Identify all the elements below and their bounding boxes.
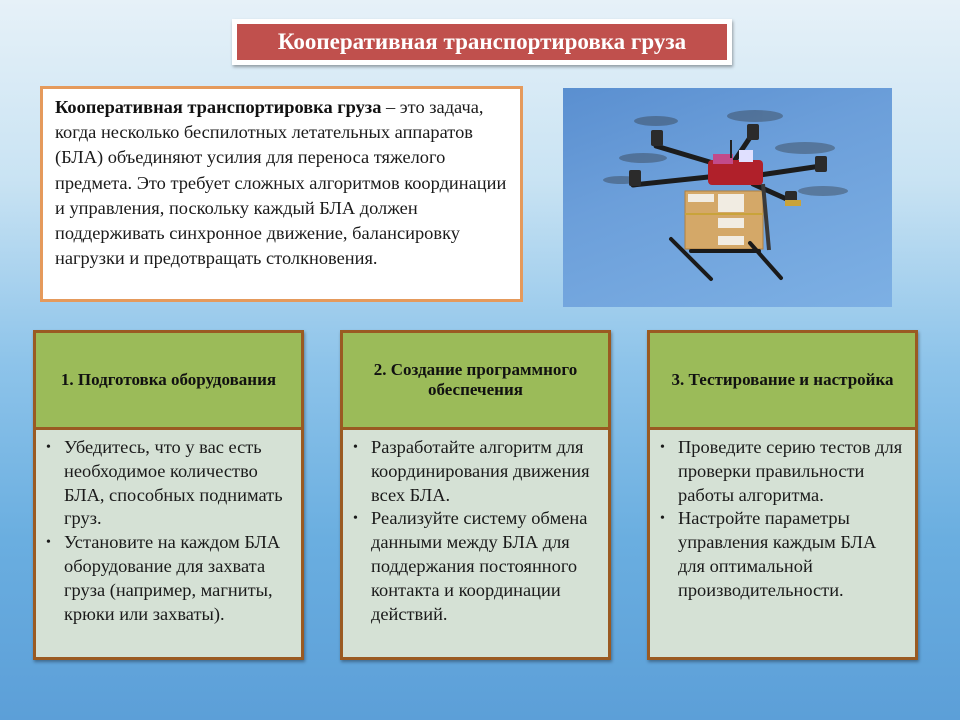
step-card-1 [33, 330, 304, 660]
step-card-2-body [340, 430, 611, 660]
step-card-3-list [658, 436, 907, 603]
drone-icon [563, 88, 892, 307]
list-item: • Установите на каждом БЛА оборудование для захвата груза (например, магниты, крюки или захваты). [46, 532, 281, 624]
bullet-icon: • [46, 535, 51, 551]
bullet-icon: • [353, 440, 358, 455]
step-card-1-title: 1. Подготовка оборудования [33, 330, 304, 430]
list-item: • Убедитесь, что у вас есть необходимое количество БЛА, способных поднимать груз. [46, 437, 283, 529]
bullet-icon: • [353, 511, 358, 527]
list-item: • Проведите серию тестов для проверки правильности работы алгоритма. [660, 437, 903, 505]
list-item: • Настройте параметры управления каждым БЛА для оптимальной производительности. [660, 508, 877, 600]
step-card-1-body [33, 430, 304, 660]
bullet-icon: • [46, 440, 51, 455]
step-card-1-list [44, 436, 293, 626]
step-card-2 [340, 330, 611, 660]
step-card-3-title: 3. Тестирование и настройка [647, 330, 918, 430]
list-item: • Разработайте алгоритм для координирования движения всех БЛА. [353, 437, 590, 505]
list-item: • Реализуйте систему обмена данными между БЛА для поддержания постоянного контакта и координации действий. [353, 508, 588, 624]
bullet-icon: • [660, 511, 665, 527]
step-card-3-body [647, 430, 918, 660]
step-card-3 [647, 330, 918, 660]
drone-photo [563, 88, 892, 307]
slide-title: Кооперативная транспортировка груза [237, 24, 727, 60]
step-card-2-title: 2. Создание программного обеспечения [340, 330, 611, 430]
slide-title-box [232, 19, 732, 65]
intro-textbox [40, 86, 523, 302]
step-card-2-list [351, 436, 600, 626]
intro-term: Кооперативная транспортировка груза [55, 97, 382, 117]
bullet-icon: • [660, 440, 665, 455]
intro-text: – это задача, когда несколько беспилотных летательных аппаратов (БЛА) объединяют усилия для переноса тяжелого предмета. Это требует сложных алгоритмов координации и управления, поскольку каждый БЛА должен поддерживать синхронное движение, балансировку нагрузки и предотвращать столкновения. [55, 97, 507, 269]
